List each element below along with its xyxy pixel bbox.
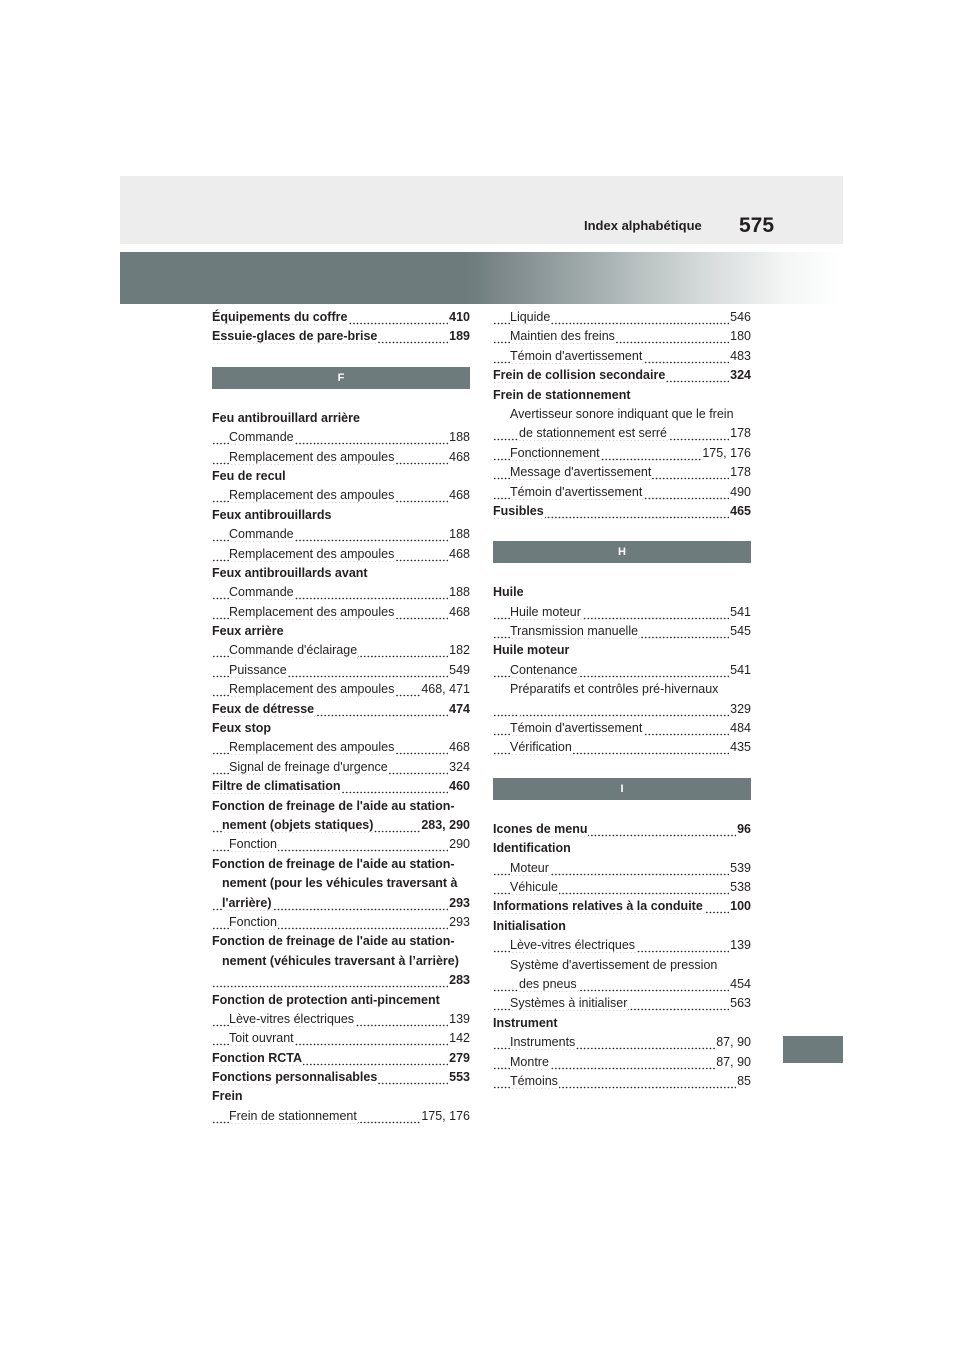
index-entry [212, 409, 470, 428]
index-entry [493, 308, 751, 327]
page-title: Index alphabétique [584, 218, 702, 233]
index-entry-label: Huile [493, 585, 524, 600]
index-entry-label: Feux de détresse [212, 701, 315, 716]
index-entry-label: Icones de menu [493, 821, 588, 836]
index-entry-label: Système d'avertissement de pression [510, 957, 718, 972]
index-entry [493, 1072, 751, 1091]
index-entry-label: Feux antibrouillards avant [212, 565, 368, 580]
index-entry-page: 175, 176 [420, 1107, 470, 1126]
index-entry-label: Commande [229, 430, 294, 445]
index-entry-label: Huile moteur [510, 604, 581, 619]
index-entry-page: 188 [448, 525, 470, 544]
index-entry-label: Témoin d'avertissement [510, 484, 643, 499]
index-entry-label: Feu de recul [212, 468, 286, 483]
index-entry-page: 538 [729, 878, 751, 897]
index-entry [212, 428, 470, 447]
index-entry-label: Commande [229, 527, 294, 542]
index-entry [493, 327, 751, 346]
index-entry-label: nement (objets statiques) [222, 817, 374, 832]
index-entry-label: Commande d'éclairage [229, 643, 358, 658]
index-entry-page: 139 [448, 1010, 470, 1029]
index-entry [493, 680, 751, 699]
index-entry-page: 188 [448, 583, 470, 602]
index-entry-page: 435 [729, 738, 751, 757]
index-entry-label: Filtre de climatisation [212, 779, 341, 794]
index-entry-page: 545 [729, 622, 751, 641]
index-entry-label: Feu antibrouillard arrière [212, 410, 360, 425]
index-entry-page: 484 [729, 719, 751, 738]
index-entry [493, 1053, 751, 1072]
index-entry [493, 386, 751, 405]
index-entry-label: Moteur [510, 860, 549, 875]
index-entry-page: 283, 290 [420, 816, 470, 835]
index-entry-label: Signal de freinage d'urgence [229, 759, 388, 774]
index-column-right [493, 308, 751, 1091]
index-entry [212, 308, 470, 327]
index-entry [212, 641, 470, 660]
index-entry [212, 583, 470, 602]
index-entry [212, 1107, 470, 1126]
index-entry [493, 719, 751, 738]
index-entry-page: 100 [729, 897, 751, 916]
index-entry-label: Témoin d'avertissement [510, 721, 643, 736]
index-entry-page: 178 [729, 424, 751, 443]
index-entry-label: l'arrière) [222, 895, 272, 910]
index-entry-page: 546 [729, 308, 751, 327]
index-entry [212, 700, 470, 719]
index-entry [493, 405, 751, 424]
index-entry-page: 465 [729, 502, 751, 521]
index-entry-label: Frein de stationnement [493, 387, 631, 402]
index-entry-page: 293 [448, 894, 470, 913]
index-entry-page: 180 [729, 327, 751, 346]
index-entry-page: 490 [729, 483, 751, 502]
index-entry-label: Remplacement des ampoules [229, 682, 395, 697]
index-entry [493, 583, 751, 602]
index-column-left [212, 308, 470, 1126]
index-entry-page: 541 [729, 603, 751, 622]
index-entry-label: Contenance [510, 662, 578, 677]
index-entry [212, 467, 470, 486]
index-entry [212, 874, 470, 893]
index-entry-label: nement (pour les véhicules traversant à [222, 876, 458, 891]
index-entry-label: Identification [493, 841, 571, 856]
index-entry-label: Huile moteur [493, 643, 570, 658]
index-entry [212, 991, 470, 1010]
index-entry [493, 820, 751, 839]
index-entry-page: 329 [729, 700, 751, 719]
index-entry [212, 1010, 470, 1029]
index-entry-label: Commande [229, 585, 294, 600]
page-number: 575 [739, 214, 775, 237]
index-entry [212, 758, 470, 777]
index-entry-page: 189 [448, 327, 470, 346]
index-entry [212, 816, 470, 835]
index-entry-page: 324 [448, 758, 470, 777]
index-entry [212, 777, 470, 796]
index-entry-page: 468, 471 [420, 680, 470, 699]
index-entry-page: 468 [448, 738, 470, 757]
section-header: F [212, 367, 470, 389]
index-entry [493, 897, 751, 916]
index-entry [212, 1049, 470, 1068]
index-entry [212, 622, 470, 641]
index-entry-label: Feux antibrouillards [212, 507, 332, 522]
index-entry-label: Feux stop [212, 721, 272, 736]
index-entry-page: 324 [729, 366, 751, 385]
index-entry [493, 424, 751, 443]
index-entry-label: Équipements du coffre [212, 310, 348, 324]
index-entry-label: Témoins [510, 1073, 558, 1088]
index-entry-label: Fonctions personnalisables [212, 1070, 378, 1085]
index-entry-page: 541 [729, 661, 751, 680]
index-entry-label: Lève-vitres électriques [510, 938, 636, 953]
index-entry-page: 468 [448, 486, 470, 505]
index-entry-label: Montre [510, 1054, 549, 1069]
index-entry [212, 913, 470, 932]
index-entry [212, 603, 470, 622]
index-entry [212, 1029, 470, 1048]
index-entry-label: Frein de stationnement [229, 1108, 357, 1123]
index-entry-page: 474 [448, 700, 470, 719]
index-entry-label: des pneus [519, 976, 577, 991]
index-entry-label: Fusibles [493, 503, 544, 518]
header-band [120, 176, 843, 244]
index-entry [212, 952, 470, 971]
index-entry-page: 96 [736, 820, 751, 839]
index-entry [212, 448, 470, 467]
index-entry [493, 661, 751, 680]
index-entry-page: 468 [448, 545, 470, 564]
index-entry-page: 87, 90 [715, 1053, 751, 1072]
index-entry [212, 1068, 470, 1087]
index-entry-label: Instruments [510, 1035, 576, 1050]
index-entry-page: 85 [736, 1072, 751, 1091]
index-entry-label: Remplacement des ampoules [229, 449, 395, 464]
index-entry [493, 859, 751, 878]
index-entry-label: de stationnement est serré [519, 426, 667, 441]
index-entry-label: Fonction RCTA [212, 1050, 303, 1065]
index-entry [493, 463, 751, 482]
index-entry-page: 139 [729, 936, 751, 955]
index-entry-label: Préparatifs et contrôles pré-hivernaux [510, 682, 719, 697]
index-entry [212, 506, 470, 525]
index-entry-label: Fonction de freinage de l'aide au station- [212, 798, 455, 813]
header-gradient-bar [120, 252, 843, 304]
index-entry-label: Feux arrière [212, 624, 284, 639]
index-entry-label: Vérification [510, 740, 572, 755]
index-entry-page: 178 [729, 463, 751, 482]
index-entry [212, 661, 470, 680]
index-entry-label: Informations relatives à la conduite [493, 899, 703, 914]
index-entry-page: 468 [448, 448, 470, 467]
index-entry-label: Fonctionnement [510, 445, 600, 460]
index-entry [212, 835, 470, 854]
index-entry [493, 936, 751, 955]
index-entry-label: Toit ouvrant [229, 1031, 294, 1046]
index-entry [493, 956, 751, 975]
index-entry-label: Transmission manuelle [510, 624, 639, 639]
index-entry [493, 366, 751, 385]
index-entry [212, 932, 470, 951]
index-entry-label: Initialisation [493, 918, 566, 933]
index-entry [493, 444, 751, 463]
index-entry-page: 539 [729, 859, 751, 878]
index-entry [212, 564, 470, 583]
index-entry [493, 917, 751, 936]
index-entry-label: Remplacement des ampoules [229, 546, 395, 561]
index-entry-label: Frein [212, 1089, 243, 1104]
index-entry-page: 293 [448, 913, 470, 932]
index-entry-label [519, 702, 520, 716]
index-entry-label: Fonction [229, 837, 277, 852]
index-entry-label: Véhicule [510, 879, 558, 894]
index-entry-label: Remplacement des ampoules [229, 604, 395, 619]
index-entry-label: nement (véhicules traversant à l’arrière) [222, 953, 459, 968]
index-entry-label: Remplacement des ampoules [229, 740, 395, 755]
index-entry [493, 347, 751, 366]
index-entry-label: Puissance [229, 662, 287, 677]
index-entry-label: Témoin d'avertissement [510, 348, 643, 363]
index-entry-label: Fonction [229, 914, 277, 929]
index-entry-label: Message d'avertissement [510, 465, 652, 480]
index-entry [212, 1087, 470, 1106]
index-entry [212, 971, 470, 990]
index-entry-page: 483 [729, 347, 751, 366]
index-entry-page: 549 [448, 661, 470, 680]
index-entry [212, 719, 470, 738]
index-entry-page: 182 [448, 641, 470, 660]
index-entry-label: Remplacement des ampoules [229, 488, 395, 503]
index-entry [493, 603, 751, 622]
index-entry-page: 290 [448, 835, 470, 854]
index-entry-page: 279 [448, 1049, 470, 1068]
index-entry [212, 545, 470, 564]
index-entry-label: Liquide [510, 310, 551, 324]
section-header: I [493, 778, 751, 800]
index-entry-label: Fonction de freinage de l'aide au station- [212, 856, 455, 871]
index-entry-label: Systèmes à initialiser [510, 996, 628, 1011]
index-entry [493, 483, 751, 502]
index-entry-page: 175, 176 [701, 444, 751, 463]
index-entry [493, 839, 751, 858]
index-entry [212, 797, 470, 816]
index-entry [493, 502, 751, 521]
index-entry-page: 142 [448, 1029, 470, 1048]
index-entry [493, 878, 751, 897]
index-entry [493, 622, 751, 641]
index-entry [212, 738, 470, 757]
index-entry-page: 283 [448, 971, 470, 990]
index-entry [493, 700, 751, 719]
index-entry-label: Essuie-glaces de pare-brise [212, 329, 378, 344]
index-entry [212, 486, 470, 505]
index-entry [493, 641, 751, 660]
index-entry-page: 563 [729, 994, 751, 1013]
section-thumb-tab [783, 1036, 843, 1063]
index-entry-label: Maintien des freins [510, 329, 615, 344]
index-entry-label: Avertisseur sonore indiquant que le frein [510, 406, 734, 421]
index-entry-label [222, 973, 223, 987]
index-entry-label: Fonction de freinage de l'aide au station- [212, 934, 455, 949]
index-entry-page: 553 [448, 1068, 470, 1087]
index-entry [493, 1014, 751, 1033]
index-entry [493, 975, 751, 994]
index-entry-page: 87, 90 [715, 1033, 751, 1052]
index-entry-page: 460 [448, 777, 470, 796]
index-entry-label: Lève-vitres électriques [229, 1011, 355, 1026]
index-entry [212, 525, 470, 544]
section-header: H [493, 541, 751, 563]
index-entry-label: Frein de collision secondaire [493, 368, 666, 383]
index-entry-label: Fonction de protection anti-pincement [212, 992, 440, 1007]
index-entry [493, 994, 751, 1013]
index-entry-page: 468 [448, 603, 470, 622]
index-entry [212, 855, 470, 874]
index-entry-page: 454 [729, 975, 751, 994]
index-entry [212, 894, 470, 913]
index-entry [493, 1033, 751, 1052]
index-entry [212, 327, 470, 346]
index-entry-page: 188 [448, 428, 470, 447]
index-entry-page: 410 [448, 308, 470, 327]
index-entry-label: Instrument [493, 1015, 558, 1030]
index-entry [493, 738, 751, 757]
index-entry [212, 680, 470, 699]
